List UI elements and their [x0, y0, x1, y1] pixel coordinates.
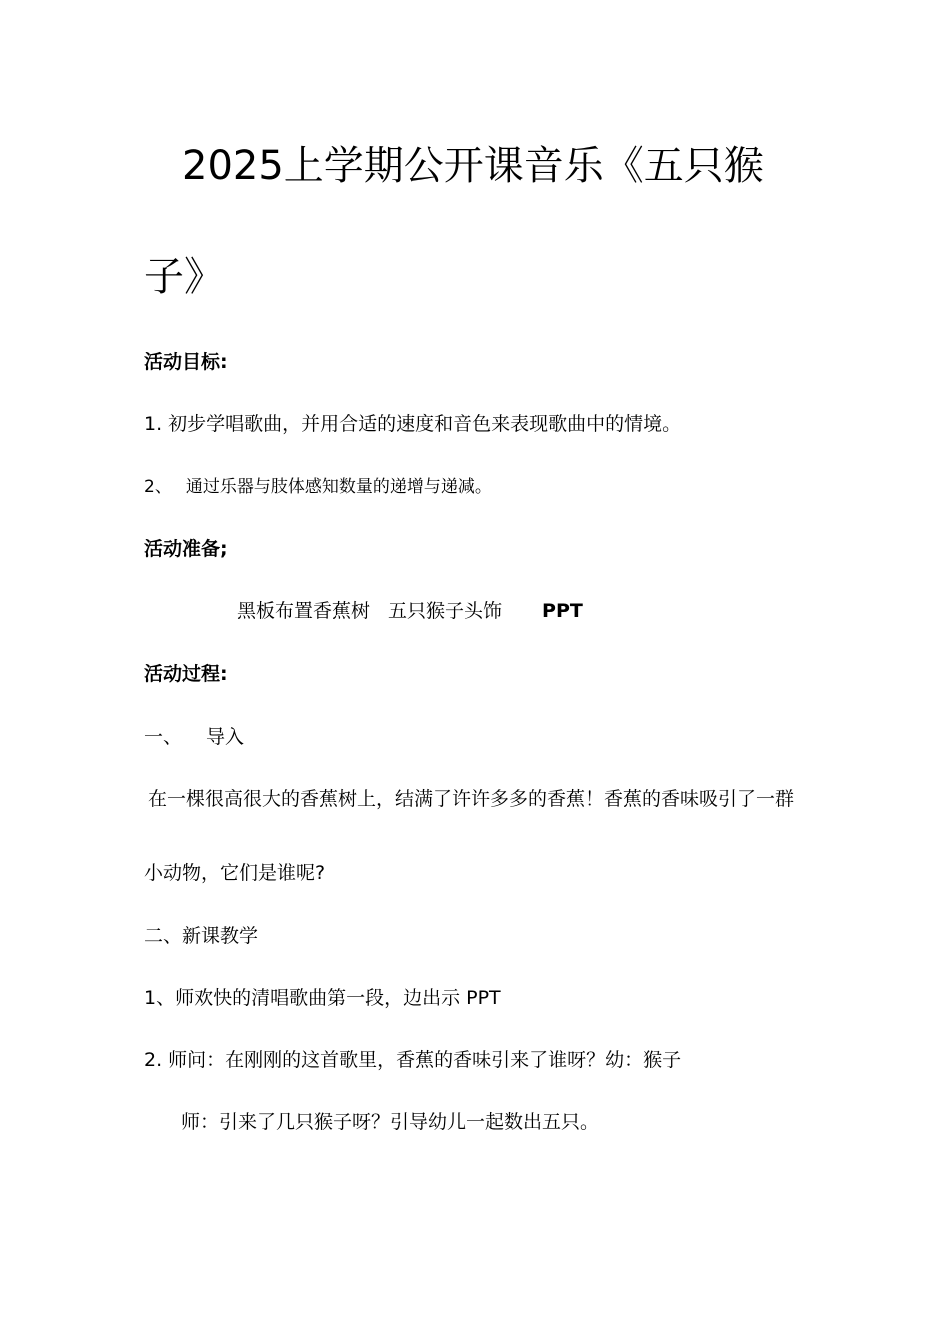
intro-paragraph-line-2: 小动物，它们是谁呢?: [144, 862, 326, 884]
process-heading: 活动过程:: [144, 663, 228, 685]
prep-item-headwear: 五只猴子头饰: [388, 600, 503, 622]
step-1: 1、师欢快的清唱歌曲第一段，边出示 PPT: [144, 987, 501, 1009]
prep-heading: 活动准备;: [144, 538, 228, 560]
section-1-number: 一、: [144, 726, 183, 748]
intro-paragraph-line-1: 在一棵很高很大的香蕉树上，结满了许许多多的香蕉！香蕉的香味吸引了一群: [148, 788, 795, 810]
goal-item-1: 1. 初步学唱歌曲，并用合适的速度和音色来表现歌曲中的情境。: [144, 413, 682, 435]
document-title-line-2: 子》: [144, 254, 224, 300]
document-title-line-1: 2025上学期公开课音乐《五只猴: [182, 143, 764, 189]
goals-heading: 活动目标:: [144, 351, 228, 373]
section-2-heading: 二、新课教学: [144, 925, 259, 947]
section-1-title: 导入: [206, 726, 245, 748]
prep-item-blackboard: 黑板布置香蕉树: [237, 600, 371, 622]
step-2-continuation: 师：引来了几只猴子呀？引导幼儿一起数出五只。: [181, 1111, 600, 1133]
prep-item-ppt: PPT: [542, 600, 583, 622]
prep-items: [237, 602, 583, 621]
goal-item-2: [144, 479, 492, 496]
goal-item-2-text: 通过乐器与肢体感知数量的递增与递减。: [185, 477, 492, 497]
goal-item-2-number: 2、: [144, 477, 172, 497]
step-2: 2. 师问：在刚刚的这首歌里，香蕉的香味引来了谁呀？幼：猴子: [144, 1049, 682, 1071]
section-1-heading: [144, 728, 244, 747]
